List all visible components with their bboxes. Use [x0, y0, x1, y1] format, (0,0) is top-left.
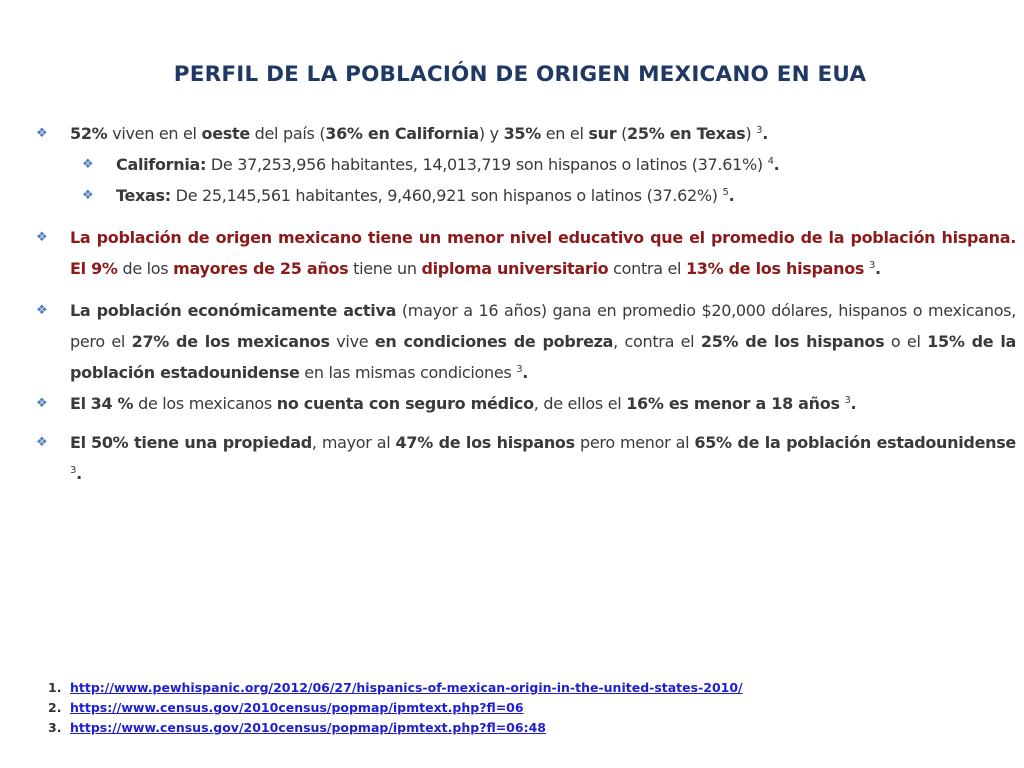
stat-15pct: 15% de la población estadounidense: [70, 332, 1016, 382]
text: .: [728, 186, 735, 205]
text: .: [773, 155, 780, 174]
reference-link[interactable]: https://www.census.gov/2010census/popmap/ipmtext.php?fl=06:48: [70, 720, 546, 735]
text: .: [875, 259, 881, 278]
text: (: [616, 124, 628, 143]
diamond-bullet-icon: ❖: [36, 435, 48, 450]
diamond-bullet-icon: ❖: [82, 188, 94, 203]
stat-pobreza: en condiciones de pobreza: [374, 332, 614, 351]
stat-47pct: 47% de los hispanos: [395, 433, 575, 452]
slide-title: PERFIL DE LA POBLACIÓN DE ORIGEN MEXICANO EN EUA: [173, 62, 867, 87]
text: , de ellos el: [533, 394, 627, 413]
sub-label: Texas:: [116, 186, 171, 205]
bullet-item-property: [36, 427, 1016, 489]
text: viven en el: [107, 124, 202, 143]
text: .: [762, 124, 768, 143]
reference-link[interactable]: http://www.pewhispanic.org/2012/06/27/hispanics-of-mexican-origin-in-the-united-states-2010/: [70, 680, 743, 695]
text: (mayor a 16 años) gana en promedio $20,000 dólares, hispanos o mexicanos, pero el: [70, 301, 1016, 351]
stat-california: 36% en California: [325, 124, 479, 143]
stat-35pct: 35%: [503, 124, 541, 143]
reference-item: [48, 698, 743, 718]
stat-9pct: 9%: [91, 259, 118, 278]
stat-27pct: 27% de los mexicanos: [131, 332, 330, 351]
stat-16pct: 16% es menor a 18 años: [626, 394, 840, 413]
sub-bullet-texas: [82, 180, 1016, 211]
text: tiene un: [348, 259, 422, 278]
reference-item: [48, 678, 743, 698]
bullet-item-income: [36, 295, 1016, 388]
bullet-item-insurance: [36, 388, 1016, 419]
references-list: [48, 678, 743, 738]
bullet-item-region: [36, 118, 1016, 149]
diamond-bullet-icon: ❖: [82, 157, 94, 172]
stat-diploma: diploma universitario: [421, 259, 609, 278]
stat-34pct: 34 %: [90, 394, 134, 413]
stat-13pct: 13% de los hispanos: [685, 259, 865, 278]
stat-oeste: oeste: [201, 124, 250, 143]
footnote-ref: 3: [868, 260, 875, 271]
lead-text: La población económicamente activa: [70, 301, 397, 320]
lead-text: El: [70, 394, 86, 413]
text: .: [76, 464, 82, 483]
stat-50pct: 50% tiene una propiedad: [91, 433, 312, 452]
text: , mayor al: [311, 433, 396, 452]
text: pero menor al: [574, 433, 695, 452]
stat-age: mayores de 25 años: [173, 259, 349, 278]
text: ) y: [478, 124, 504, 143]
footnote-ref: 5: [722, 187, 729, 198]
text: , contra el: [613, 332, 701, 351]
stat-65pct: 65% de la población estadounidense: [694, 433, 1016, 452]
text: de los: [117, 259, 174, 278]
reference-link[interactable]: https://www.census.gov/2010census/popmap/ipmtext.php?fl=06: [70, 700, 524, 715]
text: en las mismas condiciones: [299, 363, 517, 382]
reference-number: 3.: [48, 720, 62, 735]
footnote-ref: 3: [756, 125, 763, 136]
bullet-item-education: [36, 222, 1016, 284]
diamond-bullet-icon: ❖: [36, 126, 48, 141]
text: .: [522, 363, 529, 382]
diamond-bullet-icon: ❖: [36, 230, 48, 245]
sub-bullet-california: [82, 149, 1016, 180]
sub-label: California:: [116, 155, 207, 174]
text: De 25,145,561 habitantes, 9,460,921 son hispanos o latinos (37.62%): [170, 186, 723, 205]
text: del país (: [249, 124, 326, 143]
stat-seguro: no cuenta con seguro médico: [276, 394, 534, 413]
stat-texas: 25% en Texas: [627, 124, 746, 143]
stat-sur: sur: [588, 124, 617, 143]
footnote-ref: 3: [70, 465, 77, 476]
text: en el: [540, 124, 589, 143]
text: De 37,253,956 habitantes, 14,013,719 son hispanos o latinos (37.61%): [206, 155, 768, 174]
reference-item: [48, 718, 743, 738]
text: vive: [329, 332, 375, 351]
footnote-ref: 3: [516, 364, 523, 375]
text: .: [850, 394, 857, 413]
text: contra el: [608, 259, 686, 278]
bullet-list: [36, 118, 1016, 489]
lead-text: La población de origen mexicano tiene un menor nivel educativo que el promedio de la población hispana. El: [70, 228, 1016, 278]
reference-number: 2.: [48, 700, 62, 715]
diamond-bullet-icon: ❖: [36, 303, 48, 318]
footnote-ref: 4: [767, 156, 774, 167]
stat-25pct: 25% de los hispanos: [700, 332, 885, 351]
text: ): [745, 124, 757, 143]
footnote-ref: 3: [844, 395, 851, 406]
reference-number: 1.: [48, 680, 62, 695]
text: de los mexicanos: [133, 394, 277, 413]
lead-text: El: [70, 433, 86, 452]
diamond-bullet-icon: ❖: [36, 396, 48, 411]
stat-52pct: 52%: [70, 124, 108, 143]
text: o el: [884, 332, 928, 351]
